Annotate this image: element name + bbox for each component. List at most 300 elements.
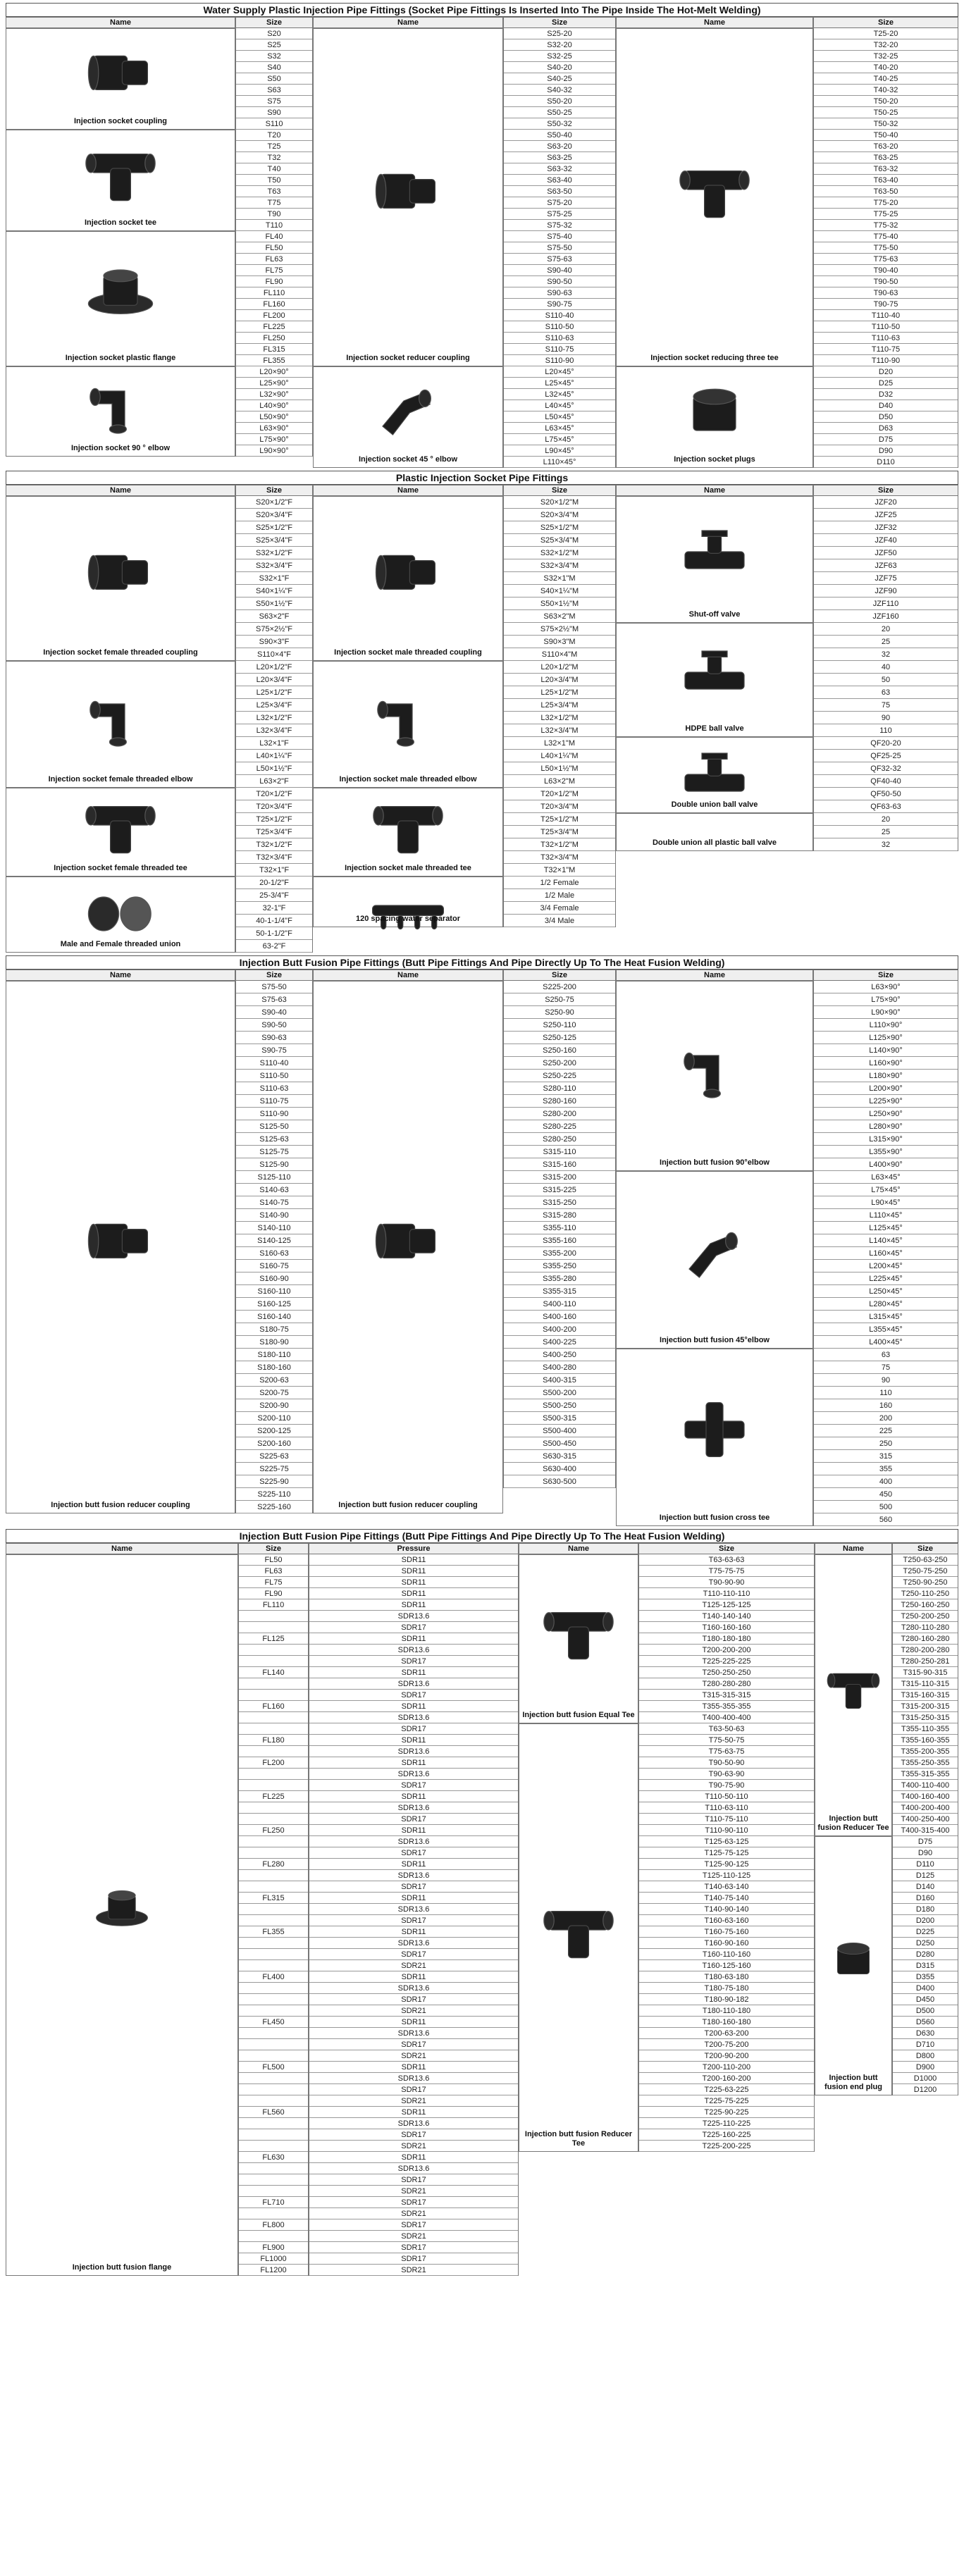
size-cell: FL315	[239, 1893, 308, 1904]
size-cell: L160×45°	[814, 1247, 958, 1260]
size-cell: T315-160-315	[893, 1690, 958, 1701]
size-cell: FL560	[239, 2107, 308, 2118]
size-cell	[239, 1712, 308, 1723]
product-name: Injection socket plugs	[674, 455, 755, 464]
size-cell: T63-63-63	[639, 1554, 814, 1566]
size-cell: D900	[893, 2062, 958, 2073]
size-cell: FL250	[239, 1825, 308, 1836]
size-cell: T250-63-250	[893, 1554, 958, 1566]
size-cell: 450	[814, 1488, 958, 1501]
size-cell: S40-25	[504, 73, 615, 85]
size-cell: 25	[814, 826, 958, 838]
size-cell: T32	[236, 152, 312, 163]
product-name: Injection socket 45 ° elbow	[358, 455, 458, 464]
size-cell: S63-40	[504, 175, 615, 186]
column-header: Name	[313, 485, 503, 496]
size-cell	[239, 2028, 308, 2039]
size-list	[813, 366, 958, 468]
size-cell: T140-63-140	[639, 1881, 814, 1893]
size-cell: FL315	[236, 344, 312, 355]
column-header: Name	[313, 970, 503, 981]
pressure-cell: SDR17	[309, 2253, 518, 2265]
size-cell: T200-90-200	[639, 2050, 814, 2062]
size-cell: T110-63	[814, 333, 958, 344]
size-cell: T180-90-182	[639, 1994, 814, 2005]
size-cell: D450	[893, 1994, 958, 2005]
column-header: Size	[813, 17, 958, 28]
size-cell: T63-50-63	[639, 1723, 814, 1735]
size-cell: D75	[814, 434, 958, 445]
size-cell: S20	[236, 28, 312, 39]
size-cell: T50-40	[814, 130, 958, 141]
size-cell: T20×1/2"M	[504, 788, 615, 800]
size-list	[892, 1554, 958, 1836]
size-cell: T75-63	[814, 254, 958, 265]
size-list	[235, 877, 313, 953]
product-name: Injection socket reducer coupling	[346, 354, 470, 362]
size-cell: S110	[236, 118, 312, 130]
size-cell: FL1200	[239, 2265, 308, 2276]
size-cell: T315-90-315	[893, 1667, 958, 1678]
product-cell	[6, 1554, 238, 2276]
size-cell: D225	[893, 1926, 958, 1938]
size-list	[235, 130, 313, 231]
pressure-cell: SDR13.6	[309, 1645, 518, 1656]
size-cell: T110-75-110	[639, 1814, 814, 1825]
size-cell: S400-315	[504, 1374, 615, 1387]
size-cell: S250-90	[504, 1006, 615, 1019]
product-cell	[616, 366, 813, 468]
size-cell: L355×90°	[814, 1146, 958, 1158]
size-cell: S20×3/4"M	[504, 509, 615, 521]
size-cell: D200	[893, 1915, 958, 1926]
size-cell: T160-63-160	[639, 1915, 814, 1926]
product-cell	[815, 1554, 892, 1836]
column-header: Size	[235, 17, 313, 28]
column-header: Name	[616, 970, 813, 981]
size-cell: T110-50-110	[639, 1791, 814, 1802]
column-header: Size	[638, 1543, 815, 1554]
size-cell: T225-225-225	[639, 1656, 814, 1667]
product-cell	[313, 788, 503, 877]
size-cell: T75-75-75	[639, 1566, 814, 1577]
pressure-cell: SDR17	[309, 1949, 518, 1960]
size-cell: L25×90°	[236, 378, 312, 389]
size-cell: T315-110-315	[893, 1678, 958, 1690]
size-cell: T90-50	[814, 276, 958, 287]
pressure-cell: SDR21	[309, 1960, 518, 1971]
size-list	[503, 788, 616, 877]
size-cell: S280-160	[504, 1095, 615, 1108]
size-cell: S180-90	[236, 1336, 312, 1349]
size-cell: FL50	[239, 1554, 308, 1566]
size-cell: S90×3"M	[504, 636, 615, 648]
size-cell: T50-25	[814, 107, 958, 118]
size-cell: S200-110	[236, 1412, 312, 1425]
size-cell: S32×1/2"M	[504, 547, 615, 559]
size-cell: L355×45°	[814, 1323, 958, 1336]
product-name: Injection socket 90 ° elbow	[70, 444, 171, 452]
pressure-cell: SDR21	[309, 2265, 518, 2276]
pressure-cell: SDR13.6	[309, 1904, 518, 1915]
size-cell: S50-20	[504, 96, 615, 107]
size-cell: 75	[814, 699, 958, 712]
size-cell: T25	[236, 141, 312, 152]
size-cell: FL400	[239, 1971, 308, 1983]
size-cell: S50-40	[504, 130, 615, 141]
size-cell	[239, 1836, 308, 1847]
size-cell: T280-160-280	[893, 1633, 958, 1645]
product-name: Injection butt fusion reducer coupling	[338, 1501, 478, 1509]
size-cell: T315-315-315	[639, 1690, 814, 1701]
size-cell: S90-40	[236, 1006, 312, 1019]
size-cell	[239, 1881, 308, 1893]
product-cell	[313, 877, 503, 927]
size-cell: S355-110	[504, 1222, 615, 1234]
size-cell: FL110	[239, 1599, 308, 1611]
section-title: Plastic Injection Socket Pipe Fittings	[6, 471, 958, 485]
size-cell: L140×45°	[814, 1234, 958, 1247]
pressure-cell: SDR17	[309, 1847, 518, 1859]
size-cell: T250-250-250	[639, 1667, 814, 1678]
pressure-cell: SDR13.6	[309, 1769, 518, 1780]
size-cell: T90-75	[814, 299, 958, 310]
size-list	[235, 661, 313, 788]
size-cell: S280-225	[504, 1120, 615, 1133]
column-header: Size	[813, 970, 958, 981]
product-name: Injection socket coupling	[73, 117, 168, 125]
size-cell: T125-63-125	[639, 1836, 814, 1847]
product-name: Injection socket male threaded tee	[345, 864, 471, 872]
size-cell: S180-75	[236, 1323, 312, 1336]
size-cell: L40×1¼"F	[236, 750, 312, 762]
pressure-cell: SDR17	[309, 1723, 518, 1735]
size-cell	[239, 2163, 308, 2174]
size-cell: S315-225	[504, 1184, 615, 1196]
product-cell	[616, 28, 813, 366]
size-cell: QF32-32	[814, 762, 958, 775]
size-cell: L200×45°	[814, 1260, 958, 1272]
size-cell: FL250	[236, 333, 312, 344]
size-cell: D315	[893, 1960, 958, 1971]
size-cell: T125-110-125	[639, 1870, 814, 1881]
size-cell: T90-75-90	[639, 1780, 814, 1791]
pressure-cell: SDR17	[309, 2129, 518, 2141]
size-cell: T140-90-140	[639, 1904, 814, 1915]
size-cell: T32-20	[814, 39, 958, 51]
size-cell: S355-250	[504, 1260, 615, 1272]
product-cell	[519, 1554, 638, 1723]
product-cell	[313, 981, 503, 1513]
size-cell: S75-63	[236, 993, 312, 1006]
product-cell	[6, 28, 235, 130]
size-cell: T315-200-315	[893, 1701, 958, 1712]
size-cell: T110-75	[814, 344, 958, 355]
size-cell: FL75	[239, 1577, 308, 1588]
pressure-cell: SDR17	[309, 1881, 518, 1893]
size-cell: L125×90°	[814, 1032, 958, 1044]
size-cell: S40	[236, 62, 312, 73]
size-cell: S110-75	[236, 1095, 312, 1108]
size-cell: S32-25	[504, 51, 615, 62]
size-cell: S32×3/4"F	[236, 559, 312, 572]
size-cell: T40	[236, 163, 312, 175]
size-list	[503, 661, 616, 788]
size-cell: S355-315	[504, 1285, 615, 1298]
size-cell	[239, 2005, 308, 2017]
product-cell	[815, 1836, 892, 2095]
product-cell	[313, 28, 503, 366]
product-cell	[616, 1171, 813, 1349]
size-cell: S160-75	[236, 1260, 312, 1272]
size-cell: S50×1½"M	[504, 597, 615, 610]
size-cell: L32×90°	[236, 389, 312, 400]
size-cell: 20	[814, 813, 958, 826]
pressure-cell: SDR11	[309, 1701, 518, 1712]
size-cell: L75×90°	[814, 993, 958, 1006]
size-cell: T280-200-280	[893, 1645, 958, 1656]
pressure-cell: SDR13.6	[309, 1983, 518, 1994]
size-cell: FL200	[236, 310, 312, 321]
size-cell: S40×1¼"F	[236, 585, 312, 597]
size-cell: T400-160-400	[893, 1791, 958, 1802]
size-cell: FL90	[239, 1588, 308, 1599]
size-cell: D90	[814, 445, 958, 457]
size-cell: FL63	[239, 1566, 308, 1577]
size-cell: S90-50	[504, 276, 615, 287]
size-cell: D20	[814, 366, 958, 378]
size-cell: L90×45°	[504, 445, 615, 457]
size-cell: S140-110	[236, 1222, 312, 1234]
size-cell: L63×45°	[504, 423, 615, 434]
size-list	[235, 496, 313, 661]
size-cell: L63×2"F	[236, 775, 312, 788]
pressure-cell: SDR17	[309, 1656, 518, 1667]
size-cell: S280-110	[504, 1082, 615, 1095]
size-cell	[239, 1690, 308, 1701]
size-cell: FL75	[236, 265, 312, 276]
size-cell: L20×3/4"F	[236, 674, 312, 686]
size-cell: L200×90°	[814, 1082, 958, 1095]
size-cell: S630-400	[504, 1463, 615, 1475]
product-cell	[6, 231, 235, 366]
size-cell: S500-450	[504, 1437, 615, 1450]
size-cell	[239, 1645, 308, 1656]
size-cell	[239, 1814, 308, 1825]
size-cell: S20×1/2"M	[504, 496, 615, 509]
size-cell: L20×1/2"F	[236, 661, 312, 674]
size-cell: T400-250-400	[893, 1814, 958, 1825]
product-cell	[6, 877, 235, 953]
size-cell: S200-125	[236, 1425, 312, 1437]
size-list	[813, 813, 958, 851]
size-cell: 500	[814, 1501, 958, 1513]
size-cell: 75	[814, 1361, 958, 1374]
size-cell	[239, 2050, 308, 2062]
product-cell	[6, 366, 235, 457]
size-cell: FL40	[236, 231, 312, 242]
size-cell: T400-400-400	[639, 1712, 814, 1723]
size-cell: S25-20	[504, 28, 615, 39]
size-cell: T250-90-250	[893, 1577, 958, 1588]
size-cell: T50-20	[814, 96, 958, 107]
size-cell: FL355	[239, 1926, 308, 1938]
product-name: Injection butt fusion reducer coupling	[51, 1501, 190, 1509]
size-cell: T280-280-280	[639, 1678, 814, 1690]
size-cell: L63×90°	[814, 981, 958, 993]
size-cell	[239, 1915, 308, 1926]
size-cell: 400	[814, 1475, 958, 1488]
size-cell: S500-250	[504, 1399, 615, 1412]
size-cell: T355-200-355	[893, 1746, 958, 1757]
size-cell	[239, 2129, 308, 2141]
size-list	[813, 623, 958, 737]
size-cell: S90-63	[504, 287, 615, 299]
size-cell: L63×2"M	[504, 775, 615, 788]
size-list	[503, 981, 616, 1488]
size-cell	[239, 1994, 308, 2005]
size-list	[503, 496, 616, 661]
size-cell: T200-160-200	[639, 2073, 814, 2084]
pressure-cell: SDR13.6	[309, 2028, 518, 2039]
size-cell: S315-160	[504, 1158, 615, 1171]
size-cell: L32×1"M	[504, 737, 615, 750]
column-header: Name	[6, 1543, 238, 1554]
size-cell: L110×45°	[814, 1209, 958, 1222]
size-cell: L225×90°	[814, 1095, 958, 1108]
size-cell: S225-75	[236, 1463, 312, 1475]
size-cell: JZF110	[814, 597, 958, 610]
size-cell: S225-160	[236, 1501, 312, 1513]
size-cell: FL160	[239, 1701, 308, 1712]
pressure-cell: SDR21	[309, 2231, 518, 2242]
size-cell: L25×1/2"M	[504, 686, 615, 699]
size-cell: 63-2"F	[236, 940, 312, 953]
size-cell: FL630	[239, 2152, 308, 2163]
size-cell: S75-40	[504, 231, 615, 242]
size-cell: 20	[814, 623, 958, 636]
size-cell: S25	[236, 39, 312, 51]
size-cell: L32×1/2"F	[236, 712, 312, 724]
column-header: Name	[6, 485, 235, 496]
size-list	[813, 496, 958, 623]
size-cell	[239, 1949, 308, 1960]
size-list	[813, 1349, 958, 1526]
pressure-cell: SDR17	[309, 2242, 518, 2253]
size-cell: T140-75-140	[639, 1893, 814, 1904]
size-cell: L40×45°	[504, 400, 615, 411]
size-cell: S200-63	[236, 1374, 312, 1387]
size-cell: S140-63	[236, 1184, 312, 1196]
size-cell: JZF63	[814, 559, 958, 572]
size-cell: L32×45°	[504, 389, 615, 400]
size-cell: S500-315	[504, 1412, 615, 1425]
size-list	[813, 737, 958, 813]
size-cell: L20×45°	[504, 366, 615, 378]
size-cell: T25×1/2"M	[504, 813, 615, 826]
size-cell: S25×1/2"F	[236, 521, 312, 534]
product-cell	[616, 981, 813, 1171]
column-header: Size	[235, 485, 313, 496]
size-cell: FL900	[239, 2242, 308, 2253]
size-cell: S32×1/2"F	[236, 547, 312, 559]
pressure-cell: SDR11	[309, 1588, 518, 1599]
size-cell: 355	[814, 1463, 958, 1475]
size-cell	[239, 2231, 308, 2242]
pressure-cell: SDR11	[309, 2107, 518, 2118]
size-cell: 32-1"F	[236, 902, 312, 915]
size-cell: 25-3/4"F	[236, 889, 312, 902]
size-cell: T25×3/4"M	[504, 826, 615, 838]
size-cell: L280×45°	[814, 1298, 958, 1311]
size-cell: T75-50	[814, 242, 958, 254]
size-cell: S630-315	[504, 1450, 615, 1463]
column-header: Size	[235, 970, 313, 981]
size-cell	[239, 1746, 308, 1757]
product-name: HDPE ball valve	[685, 724, 744, 733]
size-cell: JZF20	[814, 496, 958, 509]
size-cell: D40	[814, 400, 958, 411]
size-cell: L400×90°	[814, 1158, 958, 1171]
pressure-cell: SDR11	[309, 1554, 518, 1566]
size-cell: L75×45°	[504, 434, 615, 445]
pressure-cell: SDR11	[309, 1825, 518, 1836]
size-cell: D110	[814, 457, 958, 468]
size-cell: T32×1/2"M	[504, 838, 615, 851]
size-cell: T225-110-225	[639, 2118, 814, 2129]
size-cell: S355-280	[504, 1272, 615, 1285]
size-cell	[239, 2073, 308, 2084]
product-name: Injection socket female threaded elbow	[48, 775, 193, 784]
size-cell: S180-160	[236, 1361, 312, 1374]
pressure-cell: SDR17	[309, 1814, 518, 1825]
size-cell: S280-200	[504, 1108, 615, 1120]
size-cell: T200-63-200	[639, 2028, 814, 2039]
size-cell: T180-160-180	[639, 2017, 814, 2028]
size-cell	[239, 2084, 308, 2095]
size-cell	[239, 2208, 308, 2219]
size-cell: S355-160	[504, 1234, 615, 1247]
size-cell: T32×1"M	[504, 864, 615, 877]
size-cell: T125-90-125	[639, 1859, 814, 1870]
size-cell: T32×1"F	[236, 864, 312, 877]
size-cell: L40×1¼"M	[504, 750, 615, 762]
pressure-cell: SDR13.6	[309, 2163, 518, 2174]
size-cell: S90	[236, 107, 312, 118]
size-cell: FL110	[236, 287, 312, 299]
size-cell: S400-110	[504, 1298, 615, 1311]
size-cell: S500-400	[504, 1425, 615, 1437]
product-name: Injection butt fusion Reducer Tee	[524, 2130, 633, 2148]
product-name: Double union ball valve	[671, 800, 758, 809]
size-cell: S125-75	[236, 1146, 312, 1158]
pressure-cell: SDR17	[309, 2039, 518, 2050]
size-cell: FL225	[236, 321, 312, 333]
size-cell: S160-90	[236, 1272, 312, 1285]
size-cell: D160	[893, 1893, 958, 1904]
column-header: Name	[616, 485, 813, 496]
size-cell: S75×2½"F	[236, 623, 312, 636]
size-cell: JZF160	[814, 610, 958, 623]
pressure-cell: SDR13.6	[309, 2073, 518, 2084]
size-cell: 110	[814, 1387, 958, 1399]
size-cell: T355-355-355	[639, 1701, 814, 1712]
size-cell: D125	[893, 1870, 958, 1881]
size-cell: 20-1/2"F	[236, 877, 312, 889]
size-cell: D280	[893, 1949, 958, 1960]
size-cell: T25-20	[814, 28, 958, 39]
product-name: Injection socket reducing three tee	[650, 354, 779, 362]
